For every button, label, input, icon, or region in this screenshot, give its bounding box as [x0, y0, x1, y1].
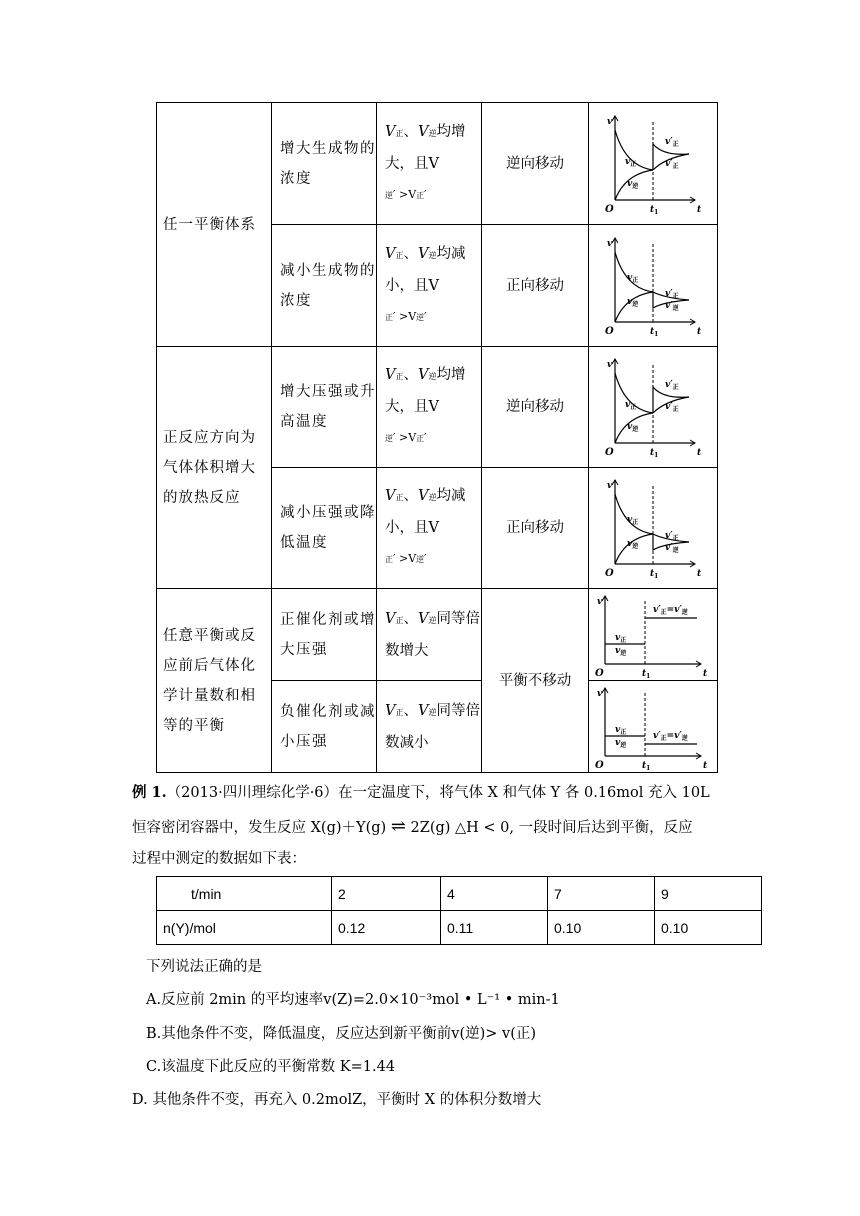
v-ni-label: $v_逆$: [627, 178, 639, 190]
v-zheng-label: $v_正$: [627, 272, 639, 284]
rate-cell: [377, 468, 482, 589]
rate-sub: 正: [395, 707, 404, 717]
rate-sub: 正: [385, 312, 393, 322]
origin-label: O: [605, 325, 614, 337]
change-cell: [272, 681, 377, 773]
v-axis-label: v: [607, 116, 613, 127]
rate-sub: 正: [416, 190, 425, 200]
trend-text: 均减小，且V: [385, 488, 466, 536]
example-text: 过程中测定的数据如下表：: [132, 851, 306, 867]
v-zheng-curve: [615, 252, 653, 292]
rate-symbol: V: [417, 245, 429, 262]
shift-cell: [482, 589, 589, 773]
rate-time-graph-4: [593, 472, 713, 584]
separator: 、: [403, 245, 418, 262]
v-ni-label: $v_逆$: [615, 737, 627, 749]
v-zheng-label: $v_正$: [627, 515, 639, 526]
prime-mark: ′: [424, 309, 427, 323]
shift-text: 逆向移动: [506, 399, 564, 415]
table-cell: 0.12: [332, 911, 441, 945]
shift-cell: [482, 103, 589, 225]
v-axis-label: v: [597, 688, 603, 699]
origin-label: O: [605, 203, 614, 215]
change-cell: [272, 225, 377, 347]
example-line-2: [132, 816, 693, 839]
rate-sub: 逆: [428, 250, 437, 260]
v-zheng-prime-label-2: $v'_正$: [665, 158, 679, 170]
v-ni-label: $v_逆$: [627, 422, 639, 433]
change-text: 负催化剂或减小压强: [280, 703, 376, 750]
table-cell: 0.11: [441, 911, 548, 945]
t-axis-label: t: [697, 569, 702, 579]
change-text: 减小压强或降低温度: [280, 505, 376, 551]
origin-label: O: [605, 568, 614, 579]
graph-cell: [589, 468, 718, 589]
origin-label: O: [595, 759, 604, 770]
condition-text: 任意平衡或反应前后气体化学计量数和相等的平衡: [163, 627, 256, 734]
trend-text: 同等倍数减小: [385, 702, 480, 751]
rate-sub: 逆: [385, 190, 393, 200]
origin-label: O: [595, 667, 604, 678]
rate-sub: 正: [416, 434, 425, 443]
rate-sub: 逆: [428, 707, 437, 717]
rate-symbol: V: [417, 367, 429, 383]
t-axis-label: t: [703, 760, 708, 770]
change-text: 正催化剂或增大压强: [280, 611, 376, 658]
origin-label: O: [605, 447, 614, 458]
condition-text: 任一平衡体系: [163, 216, 256, 233]
prime-mark: ′: [424, 552, 427, 565]
rate-sub: 正: [395, 615, 404, 625]
rate-time-graph-6: [591, 684, 715, 770]
rate-time-graph-2: [593, 230, 713, 342]
t1-label: $t_1$: [650, 204, 659, 216]
t1-label: $t_1$: [650, 326, 659, 338]
t-axis-label: t: [697, 204, 702, 215]
v-ni-label: $v_逆$: [615, 645, 627, 657]
example-text: （2013·四川理综化学·6）在一定温度下，将气体 X 和气体 Y 各 0.16mol 充入 10L: [166, 785, 710, 801]
rate-symbol: V: [417, 610, 429, 627]
question-stem: 下列说法正确的是: [146, 959, 262, 975]
rate-sub: 逆: [416, 555, 425, 564]
v-zheng-label: $v_正$: [615, 632, 627, 644]
table-row: [157, 911, 762, 945]
rate-sub: 逆: [428, 615, 437, 625]
shift-cell: [482, 347, 589, 468]
v-zheng-prime-label-2: $v'_正$: [665, 402, 679, 413]
rate-sub: 正: [395, 493, 404, 502]
rate-cell: [377, 225, 482, 347]
option-d: D. 其他条件不变，再充入 0.2molZ，平衡时 X 的体积分数增大: [132, 1092, 542, 1108]
v-prime-equality-label: $v'_正=v'_逆$: [653, 730, 688, 742]
rate-sub: 逆: [428, 493, 437, 502]
v-zheng-prime-label: $v'_正$: [665, 531, 679, 542]
condition-cell-2: [157, 347, 272, 589]
table-cell: 0.10: [548, 911, 655, 945]
change-text: 增大压强或升高温度: [280, 384, 376, 430]
trend-text: 均增大，且V: [385, 367, 466, 415]
v-zheng-prime-label: $v'_正$: [665, 288, 679, 300]
trend-text: 均减小，且V: [385, 245, 466, 294]
rate-sub: 正: [395, 128, 404, 138]
graph-cell: [589, 347, 718, 468]
option-b: B.其他条件不变，降低温度，反应达到新平衡前v(逆)> v(正): [146, 1026, 537, 1042]
shift-text: 平衡不移动: [498, 672, 572, 689]
t1-label: $t_1$: [650, 448, 659, 459]
change-text: 增大生成物的浓度: [280, 140, 376, 187]
change-cell: [272, 103, 377, 225]
change-text: 减小生成物的浓度: [280, 262, 376, 309]
t1-label: $t_1$: [642, 668, 651, 678]
rate-sub: 逆: [385, 434, 393, 443]
example-line-3: [132, 848, 306, 870]
shift-cell: [482, 225, 589, 347]
v-zheng-prime-label: $v'_正$: [665, 136, 679, 148]
rate-sub: 正: [395, 372, 404, 381]
t1-label: $t_1$: [650, 569, 659, 580]
graph-cell: [589, 225, 718, 347]
v-zheng-label: $v_正$: [625, 400, 637, 411]
data-table: [156, 876, 762, 945]
rate-time-graph-5: [591, 592, 715, 678]
graph-cell: [589, 103, 718, 225]
shift-text: 逆向移动: [506, 155, 564, 172]
table-cell: 7: [548, 877, 655, 911]
t-axis-label: t: [703, 668, 708, 678]
t1-label: $t_1$: [642, 760, 651, 770]
rate-time-graph-1: [593, 108, 713, 220]
relation-text: ′ >V: [393, 309, 417, 323]
v-ni-label: $v_逆$: [627, 539, 639, 550]
trend-text: 同等倍数增大: [385, 610, 480, 659]
v-axis-label: v: [607, 238, 613, 249]
table-cell: t/min: [157, 877, 332, 911]
relation-text: ′ >V: [393, 431, 417, 444]
change-cell: [272, 347, 377, 468]
change-cell: [272, 468, 377, 589]
v-zheng-label: $v_正$: [615, 724, 627, 736]
t-axis-label: t: [697, 326, 702, 337]
table-cell: 0.10: [655, 911, 762, 945]
equilibrium-arrow: ⇌: [390, 816, 406, 837]
equilibrium-shift-table: [156, 102, 718, 773]
condition-cell-1: [157, 103, 272, 347]
v-ni-label: $v_逆$: [627, 296, 639, 308]
rate-cell: [377, 347, 482, 468]
separator: 、: [403, 123, 418, 140]
rate-cell: [377, 681, 482, 773]
v-axis-label: v: [607, 360, 613, 370]
graph-cell: [589, 681, 718, 773]
rate-symbol: V: [385, 367, 396, 383]
shift-text: 正向移动: [506, 520, 564, 536]
rate-symbol: V: [417, 702, 429, 719]
rate-sub: 正: [385, 555, 393, 564]
shift-cell: [482, 468, 589, 589]
rate-symbol: V: [385, 245, 396, 262]
v-zheng-curve: [615, 494, 653, 534]
example-text: 2Z(g) △H < 0, 一段时间后达到平衡，反应: [410, 820, 693, 836]
example-text: 恒容密闭容器中，发生反应 X(g)＋Y(g): [132, 820, 387, 836]
condition-text: 正反应方向为气体体积增大的放热反应: [163, 429, 256, 506]
rate-time-graph-3: [593, 351, 713, 463]
rate-symbol: V: [385, 488, 396, 504]
rate-sub: 逆: [416, 312, 425, 322]
prime-mark: ′: [424, 187, 427, 201]
shift-text: 正向移动: [506, 277, 564, 294]
option-c: C.该温度下此反应的平衡常数 K=1.44: [146, 1059, 396, 1075]
v-axis-label: v: [607, 481, 613, 491]
condition-cell-3: [157, 589, 272, 773]
option-a: A.反应前 2min 的平均速率v(Z)=2.0×10⁻³mol • L⁻¹ • min-1: [146, 992, 560, 1008]
v-axis-label: v: [597, 596, 603, 607]
change-cell: [272, 589, 377, 681]
v-zheng-label: $v_正$: [625, 156, 637, 168]
rate-sub: 正: [395, 250, 404, 260]
rate-symbol: V: [385, 610, 396, 627]
example-label: 例 1.: [132, 784, 167, 801]
v-ni-prime-label: $v'_逆$: [665, 543, 679, 554]
rate-symbol: V: [417, 488, 429, 504]
example-line-1: [132, 782, 710, 804]
rate-cell: [377, 589, 482, 681]
v-ni-prime-label: $v'_逆$: [665, 300, 679, 312]
rate-symbol: V: [385, 702, 396, 719]
graph-cell: [589, 589, 718, 681]
table-cell: n(Y)/mol: [157, 911, 332, 945]
table-cell: 2: [332, 877, 441, 911]
table-cell: 9: [655, 877, 762, 911]
separator: 、: [403, 488, 418, 504]
relation-text: ′ >V: [393, 552, 417, 565]
trend-text: 均增大，且V: [385, 123, 466, 172]
separator: 、: [403, 610, 418, 627]
rate-symbol: V: [385, 123, 396, 140]
table-cell: 4: [441, 877, 548, 911]
rate-cell: [377, 103, 482, 225]
t-axis-label: t: [697, 448, 702, 458]
rate-symbol: V: [417, 123, 429, 140]
rate-sub: 逆: [428, 372, 437, 381]
prime-mark: ′: [424, 431, 427, 444]
separator: 、: [403, 702, 418, 719]
v-zheng-prime-label: $v'_正$: [665, 380, 679, 391]
v-prime-equality-label: $v'_正=v'_逆$: [653, 604, 688, 616]
table-row: [157, 877, 762, 911]
relation-text: ′ >V: [393, 187, 417, 201]
rate-sub: 逆: [428, 128, 437, 138]
separator: 、: [403, 367, 418, 383]
